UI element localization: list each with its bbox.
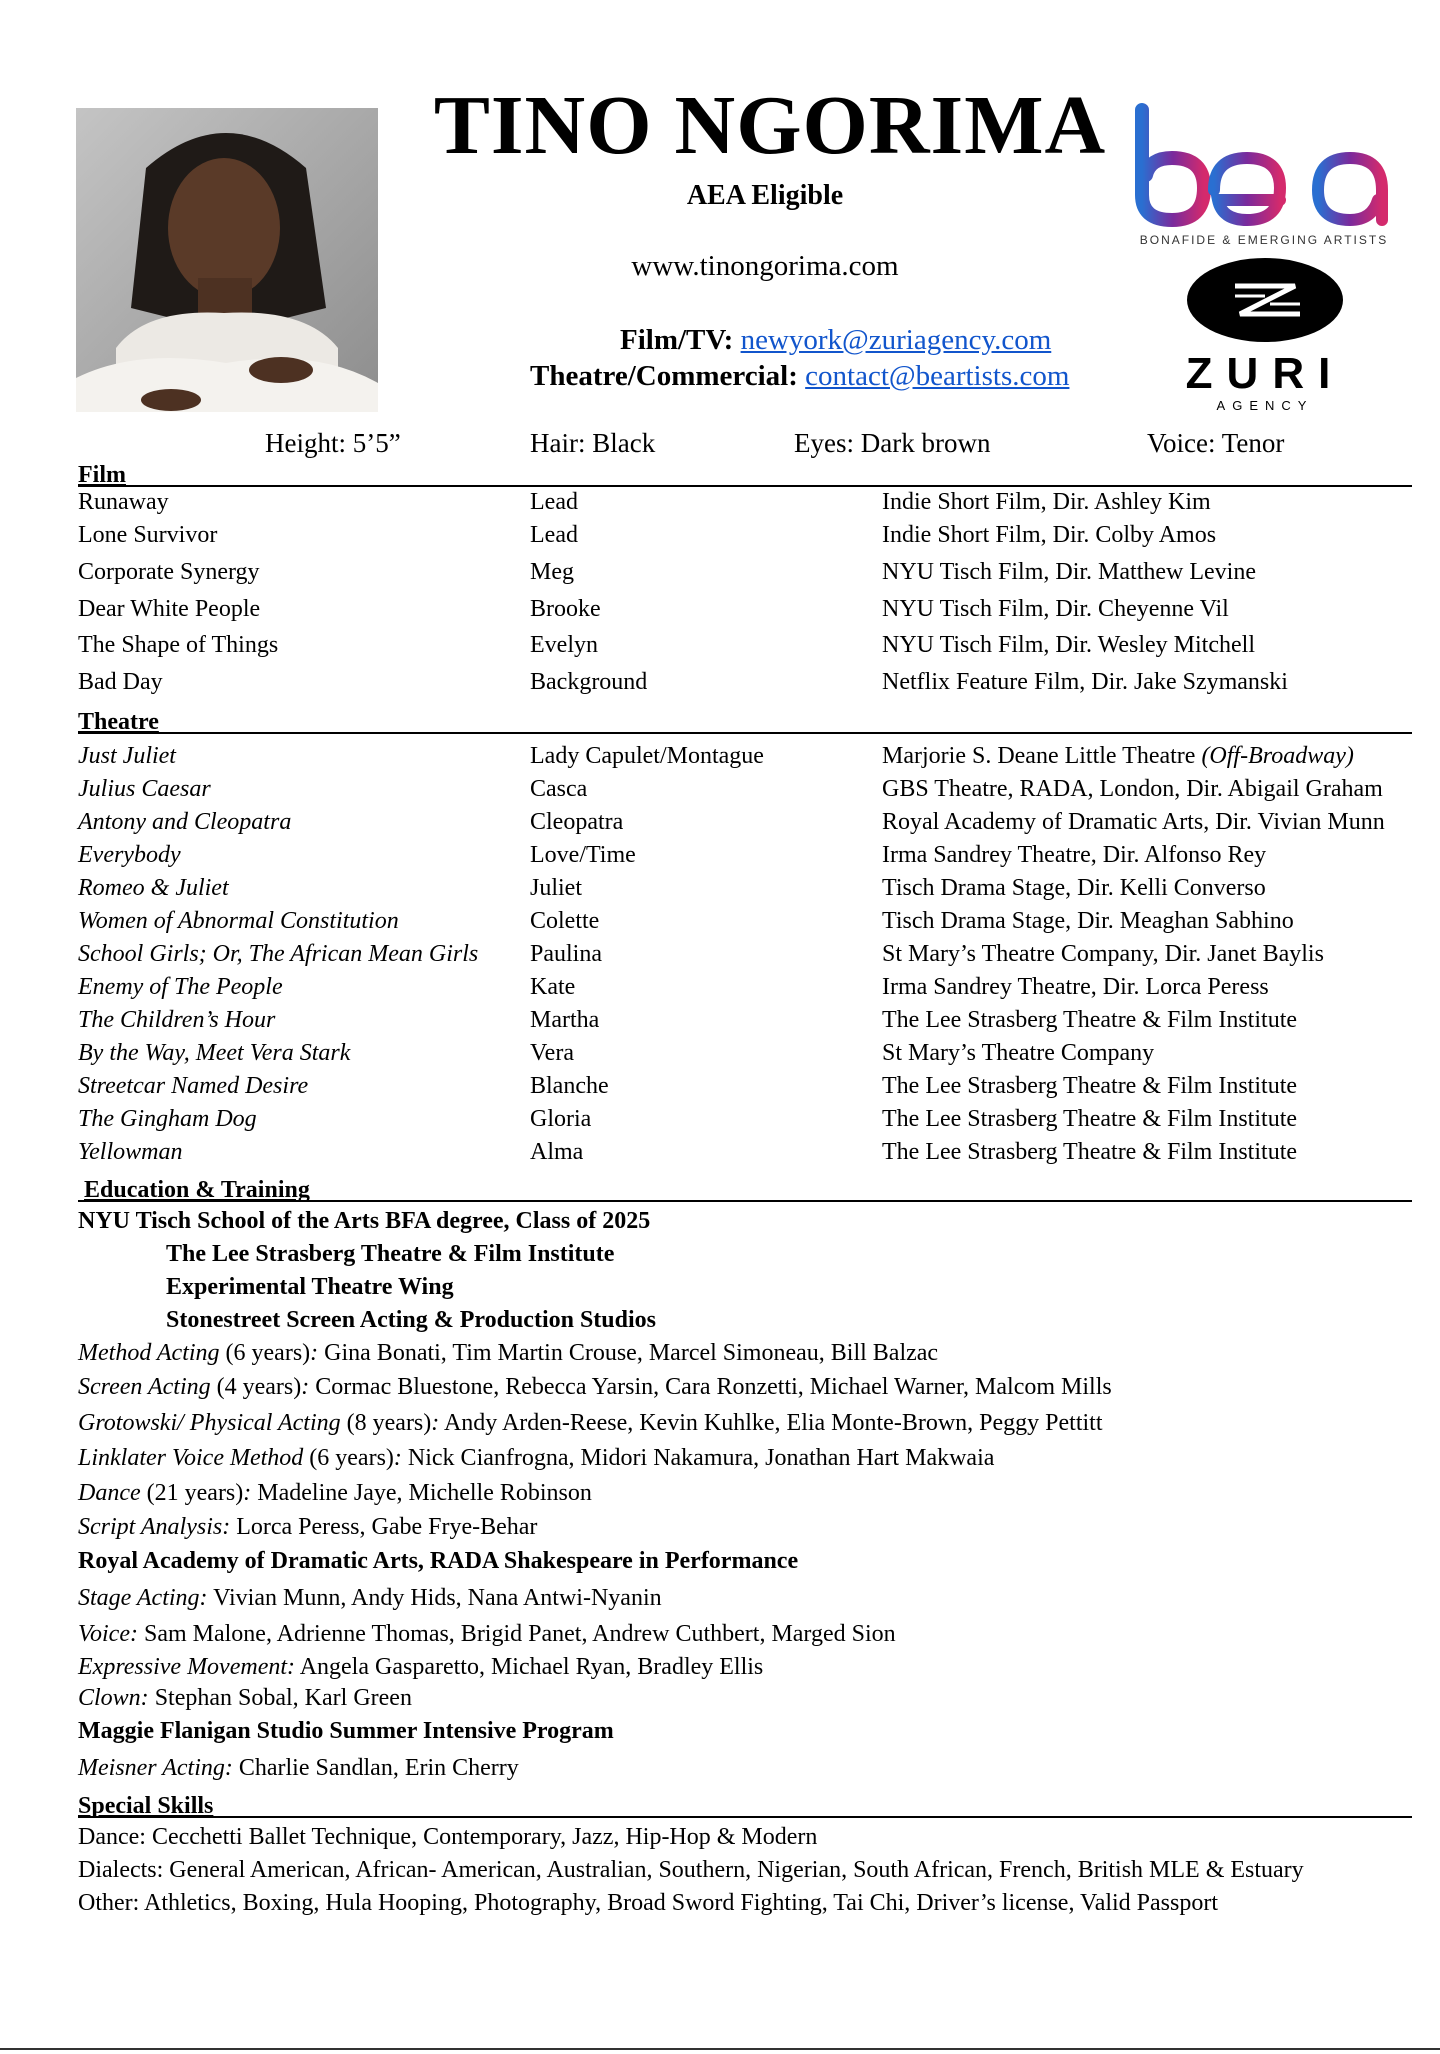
theatre-title: Streetcar Named Desire xyxy=(78,1073,309,1099)
film-role: Lead xyxy=(530,522,578,548)
theatre-credit: Irma Sandrey Theatre, Dir. Alfonso Rey xyxy=(882,842,1267,868)
theatre-title: Yellowman xyxy=(78,1139,183,1165)
education-heading-label: Education & Training xyxy=(84,1177,310,1203)
film-credit-row xyxy=(0,596,1440,628)
film-title: The Shape of Things xyxy=(78,632,279,658)
theatre-title: Everybody xyxy=(78,842,181,868)
theatre-role: Blanche xyxy=(530,1073,609,1099)
theatre-credit-row xyxy=(0,776,1440,808)
maggie-program: Maggie Flanigan Studio Summer Intensive Program xyxy=(78,1718,614,1744)
theatre-credit-row xyxy=(0,743,1440,775)
training-line: Screen Acting (4 years): Cormac Bluestone, Rebecca Yarsin, Cara Ronzetti, Michael Warner, Malcom Mills xyxy=(78,1374,1112,1400)
film-role: Meg xyxy=(530,559,574,585)
film-tv-label: Film/TV: xyxy=(620,324,734,356)
theatre-email-link[interactable]: contact@beartists.com xyxy=(805,360,1070,392)
theatre-credit: St Mary’s Theatre Company xyxy=(882,1040,1155,1066)
headshot-photo xyxy=(76,108,378,412)
education-section-heading xyxy=(78,1170,1412,1202)
theatre-credit-row xyxy=(0,974,1440,1006)
bea-agency-logo xyxy=(1132,100,1396,250)
theatre-role: Gloria xyxy=(530,1106,592,1132)
theatre-credit: The Lee Strasberg Theatre & Film Institute xyxy=(882,1139,1298,1165)
studio-item: Stonestreet Screen Acting & Production Studios xyxy=(166,1307,656,1333)
theatre-title: Just Juliet xyxy=(78,743,176,769)
training-line: Voice: Sam Malone, Adrienne Thomas, Brigid Panet, Andrew Cuthbert, Marged Sion xyxy=(78,1621,896,1647)
film-credit-row xyxy=(0,669,1440,701)
theatre-credit: Tisch Drama Stage, Dir. Meaghan Sabhino xyxy=(882,908,1294,934)
film-tv-email-link[interactable]: newyork@zuriagency.com xyxy=(740,324,1052,356)
theatre-role: Martha xyxy=(530,1007,600,1033)
page-bottom-divider xyxy=(0,2048,1440,2050)
film-credit: Netflix Feature Film, Dir. Jake Szymanski xyxy=(882,669,1288,695)
theatre-credit-row xyxy=(0,875,1440,907)
studio-item: The Lee Strasberg Theatre & Film Institute xyxy=(166,1241,615,1267)
theatre-credit: Tisch Drama Stage, Dir. Kelli Converso xyxy=(882,875,1266,901)
training-line: Expressive Movement: Angela Gasparetto, Michael Ryan, Bradley Ellis xyxy=(78,1654,764,1680)
theatre-title: Romeo & Juliet xyxy=(78,875,229,901)
rada-program: Royal Academy of Dramatic Arts, RADA Shakespeare in Performance xyxy=(78,1548,799,1574)
theatre-credit: Marjorie S. Deane Little Theatre (Off-Broadway) xyxy=(882,743,1354,769)
film-credit-row xyxy=(0,559,1440,591)
theatre-label: Theatre/Commercial: xyxy=(530,360,798,392)
theatre-title: The Children’s Hour xyxy=(78,1007,276,1033)
theatre-title: School Girls; Or, The African Mean Girls xyxy=(78,941,479,967)
theatre-role: Casca xyxy=(530,776,588,802)
theatre-role: Cleopatra xyxy=(530,809,624,835)
zuri-agency-logo xyxy=(1140,258,1390,418)
theatre-role: Lady Capulet/Montague xyxy=(530,743,764,769)
hair-stat: Hair: Black xyxy=(530,428,656,458)
nyu-degree: NYU Tisch School of the Arts BFA degree, Class of 2025 xyxy=(78,1208,651,1234)
film-section-heading xyxy=(78,455,1412,487)
theatre-credit-row xyxy=(0,1139,1440,1171)
eyes-stat: Eyes: Dark brown xyxy=(794,428,991,458)
theatre-title: The Gingham Dog xyxy=(78,1106,257,1132)
theatre-credit-row xyxy=(0,842,1440,874)
film-role: Brooke xyxy=(530,596,601,622)
film-title: Bad Day xyxy=(78,669,163,695)
theatre-role: Juliet xyxy=(530,875,582,901)
theatre-credit: The Lee Strasberg Theatre & Film Institute xyxy=(882,1106,1298,1132)
theatre-credit-row xyxy=(0,1106,1440,1138)
film-role: Evelyn xyxy=(530,632,598,658)
training-line: Stage Acting: Vivian Munn, Andy Hids, Nana Antwi-Nyanin xyxy=(78,1585,662,1611)
studio-item: Experimental Theatre Wing xyxy=(166,1274,454,1300)
film-title: Runaway xyxy=(78,489,169,515)
zuri-wordmark: ZURI xyxy=(1185,349,1345,398)
skill-line: Dialects: General American, African- American, Australian, Southern, Nigerian, South African, French, British MLE & Estuary xyxy=(78,1857,1304,1883)
film-credit-row xyxy=(0,522,1440,554)
theatre-credit-row xyxy=(0,1040,1440,1072)
theatre-role: Paulina xyxy=(530,941,602,967)
training-line: Method Acting (6 years): Gina Bonati, Tim Martin Crouse, Marcel Simoneau, Bill Balzac xyxy=(78,1340,939,1366)
theatre-credit: GBS Theatre, RADA, London, Dir. Abigail Graham xyxy=(882,776,1383,802)
theatre-credit: St Mary’s Theatre Company, Dir. Janet Baylis xyxy=(882,941,1324,967)
theatre-role: Vera xyxy=(530,1040,574,1066)
theatre-heading-label: Theatre xyxy=(78,709,159,735)
theatre-credit-row xyxy=(0,1007,1440,1039)
film-title: Dear White People xyxy=(78,596,261,622)
bea-tagline: BONAFIDE & EMERGING ARTISTS xyxy=(1139,233,1389,247)
theatre-title: Antony and Cleopatra xyxy=(78,809,292,835)
theatre-role: Colette xyxy=(530,908,600,934)
training-line: Dance (21 years): Madeline Jaye, Michelle Robinson xyxy=(78,1480,592,1506)
film-credit: Indie Short Film, Dir. Colby Amos xyxy=(882,522,1217,548)
training-line: Meisner Acting: Charlie Sandlan, Erin Cherry xyxy=(78,1755,519,1781)
union-status: AEA Eligible xyxy=(686,180,844,211)
theatre-role: Love/Time xyxy=(530,842,636,868)
theatre-credit: Royal Academy of Dramatic Arts, Dir. Vivian Munn xyxy=(882,809,1385,835)
zuri-tagline: AGENCY xyxy=(1216,398,1314,413)
film-credit: NYU Tisch Film, Dir. Wesley Mitchell xyxy=(882,632,1255,658)
height-stat: Height: 5’5” xyxy=(265,428,401,458)
theatre-credit-row xyxy=(0,809,1440,841)
website-link[interactable]: www.tinongorima.com xyxy=(631,250,899,282)
skill-line: Other: Athletics, Boxing, Hula Hooping, Photography, Broad Sword Fighting, Tai Chi, Driver’s license, Valid Passport xyxy=(78,1890,1219,1916)
film-role: Background xyxy=(530,669,648,695)
film-tv-contact xyxy=(620,324,1051,357)
training-line: Grotowski/ Physical Acting (8 years): Andy Arden-Reese, Kevin Kuhlke, Elia Monte-Brown, Peggy Pettitt xyxy=(78,1410,1103,1436)
theatre-title: Julius Caesar xyxy=(78,776,211,802)
theatre-credit: The Lee Strasberg Theatre & Film Institute xyxy=(882,1007,1298,1033)
training-line: Script Analysis: Lorca Peress, Gabe Frye-Behar xyxy=(78,1514,538,1540)
actor-name: TINO NGORIMA xyxy=(433,79,1107,172)
training-line: Linklater Voice Method (6 years): Nick Cianfrogna, Midori Nakamura, Jonathan Hart Makwaia xyxy=(78,1445,995,1471)
theatre-section-heading xyxy=(78,702,1412,734)
theatre-credit: Irma Sandrey Theatre, Dir. Lorca Peress xyxy=(882,974,1269,1000)
training-line: Clown: Stephan Sobal, Karl Green xyxy=(78,1685,412,1711)
off-broadway-note: (Off-Broadway) xyxy=(1201,743,1354,769)
theatre-role: Alma xyxy=(530,1139,584,1165)
theatre-credit: The Lee Strasberg Theatre & Film Institute xyxy=(882,1073,1298,1099)
theatre-role: Kate xyxy=(530,974,576,1000)
skill-line: Dance: Cecchetti Ballet Technique, Contemporary, Jazz, Hip-Hop & Modern xyxy=(78,1824,818,1850)
film-title: Lone Survivor xyxy=(78,522,218,548)
film-credit: NYU Tisch Film, Dir. Matthew Levine xyxy=(882,559,1257,585)
skills-heading-label: Special Skills xyxy=(78,1793,214,1819)
theatre-title: Enemy of The People xyxy=(78,974,283,1000)
film-role: Lead xyxy=(530,489,578,515)
theatre-credit-row xyxy=(0,941,1440,973)
theatre-title: Women of Abnormal Constitution xyxy=(78,908,399,934)
theatre-contact xyxy=(530,360,1069,393)
voice-stat: Voice: Tenor xyxy=(1147,428,1285,458)
film-credit: Indie Short Film, Dir. Ashley Kim xyxy=(882,489,1211,515)
film-credit-row xyxy=(0,489,1440,521)
film-credit: NYU Tisch Film, Dir. Cheyenne Vil xyxy=(882,596,1229,622)
skills-section-heading xyxy=(78,1786,1412,1818)
theatre-title: By the Way, Meet Vera Stark xyxy=(78,1040,351,1066)
theatre-credit-row xyxy=(0,908,1440,940)
film-credit-row xyxy=(0,632,1440,664)
film-heading-label: Film xyxy=(78,462,126,488)
theatre-credit-row xyxy=(0,1073,1440,1105)
film-title: Corporate Synergy xyxy=(78,559,260,585)
